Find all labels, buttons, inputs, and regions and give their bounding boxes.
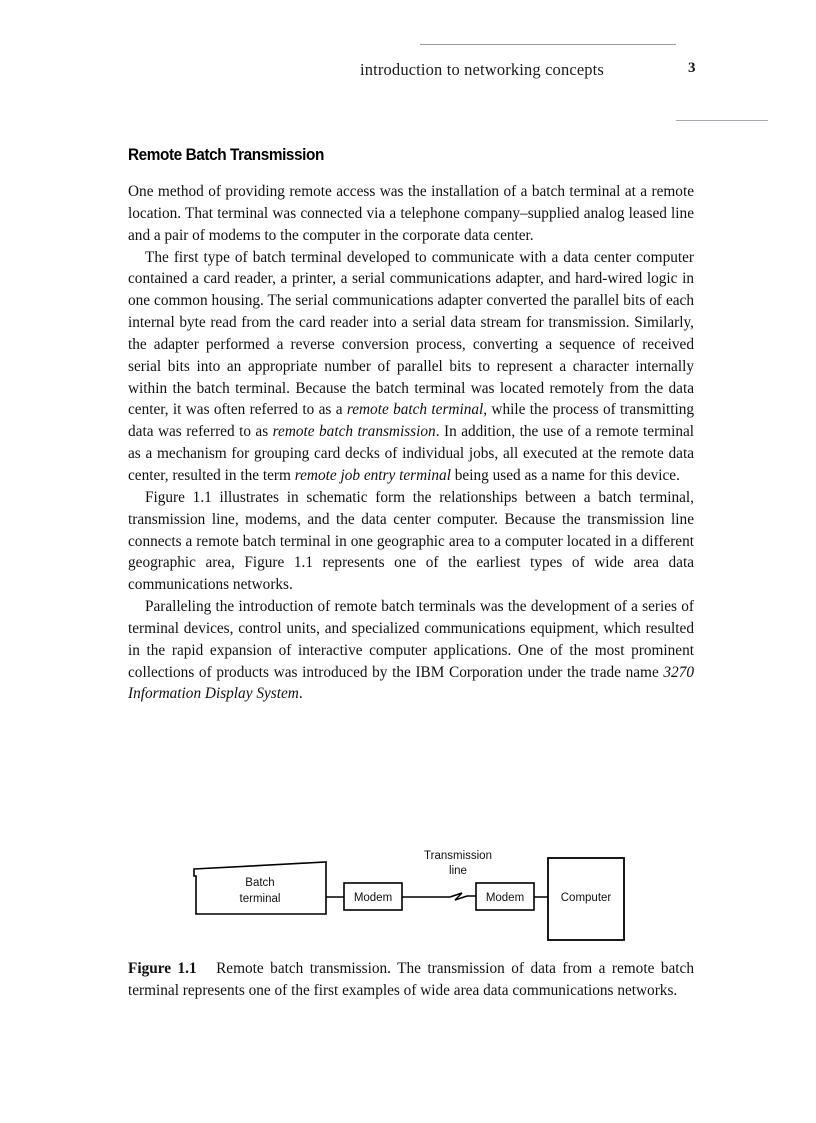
paragraph-1	[128, 181, 694, 247]
modem-left-label: Modem	[353, 892, 393, 904]
running-head: introduction to networking concepts	[360, 60, 604, 79]
modem-right-label: Modem	[485, 892, 525, 904]
term-remote-batch-transmission: remote batch transmission	[272, 423, 436, 441]
batch-terminal-label-line2: terminal	[239, 893, 281, 905]
paragraph-2-text-part-2: , while the process of transmitting data was referred to as	[128, 401, 694, 441]
paragraph-4-text-part-1: Paralleling the introduction of remote batch terminals was the development of a series of terminal devices, control units, and specialized communications equipment, which resulted in the rapid expansion of interactive computer applications. One of the most prominent collections of products was introduced by the IBM Corporation under the trade name	[128, 598, 694, 681]
term-remote-job-entry-terminal: remote job entry terminal	[294, 466, 451, 484]
figure-diagram	[128, 845, 694, 950]
term-3270-information-display-system: 3270 Information Display System	[128, 663, 694, 703]
transmission-line-label-line2: line	[449, 865, 467, 877]
figure-caption	[128, 958, 694, 1002]
figure-caption-spacer	[197, 960, 216, 977]
computer-label: Computer	[560, 892, 612, 904]
text-column	[128, 146, 694, 705]
paragraph-2	[128, 247, 694, 487]
paragraph-4	[128, 596, 694, 705]
paragraph-2-text-part-1: The first type of batch terminal developed to communicate with a data center computer contained a card reader, a printer, a serial communications adapter, and hard-wired logic in one common housing. The serial communications adapter converted the parallel bits of each internal byte read from the card reader into a serial data stream for transmission. Similarly, the adapter performed a reverse conversion process, converting a sequence of received serial bits into an appropriate number of parallel bits to represent a character internally within the batch terminal. Because the batch terminal was located remotely from the data center, it was often referred to as a	[128, 248, 694, 419]
header-rule-top	[420, 44, 676, 45]
paragraph-3	[128, 487, 694, 596]
page-number: 3	[688, 60, 696, 76]
line-break-symbol	[450, 893, 467, 900]
paragraph-4-text-part-2: .	[298, 685, 303, 703]
transmission-line-label-line1: Transmission	[424, 850, 492, 862]
paragraph-2-text-part-3: . In addition, the use of a remote terminal as a mechanism for grouping card decks of individual jobs, all executed at the remote data center, resulted in the term	[128, 423, 695, 484]
section-heading: Remote Batch Transmission	[128, 146, 324, 164]
header-rule-bottom	[676, 120, 768, 121]
batch-terminal-label-line1: Batch	[245, 877, 275, 889]
term-remote-batch-terminal: remote batch terminal	[346, 401, 484, 419]
figure-caption-text: Remote batch transmission. The transmission of data from a remote batch terminal represents one of the first examples of wide area data communications networks.	[128, 960, 694, 999]
paragraph-3-text: Figure 1.1 illustrates in schematic form the relationships between a batch terminal, transmission line, modems, and the data center computer. Because the transmission line connects a remote batch terminal in one geographic area to a computer located in a different geographic area, Figure 1.1 represents one of the earliest types of wide area data communications networks.	[128, 488, 694, 594]
figure-caption-label: Figure 1.1	[128, 960, 197, 977]
paragraph-1-text: One method of providing remote access was the installation of a batch terminal at a remote location. That terminal was connected via a telephone company–supplied analog leased line and a pair of modems to the computer in the corporate data center.	[128, 183, 694, 244]
paragraph-2-text-part-4: being used as a name for this device.	[450, 466, 680, 484]
